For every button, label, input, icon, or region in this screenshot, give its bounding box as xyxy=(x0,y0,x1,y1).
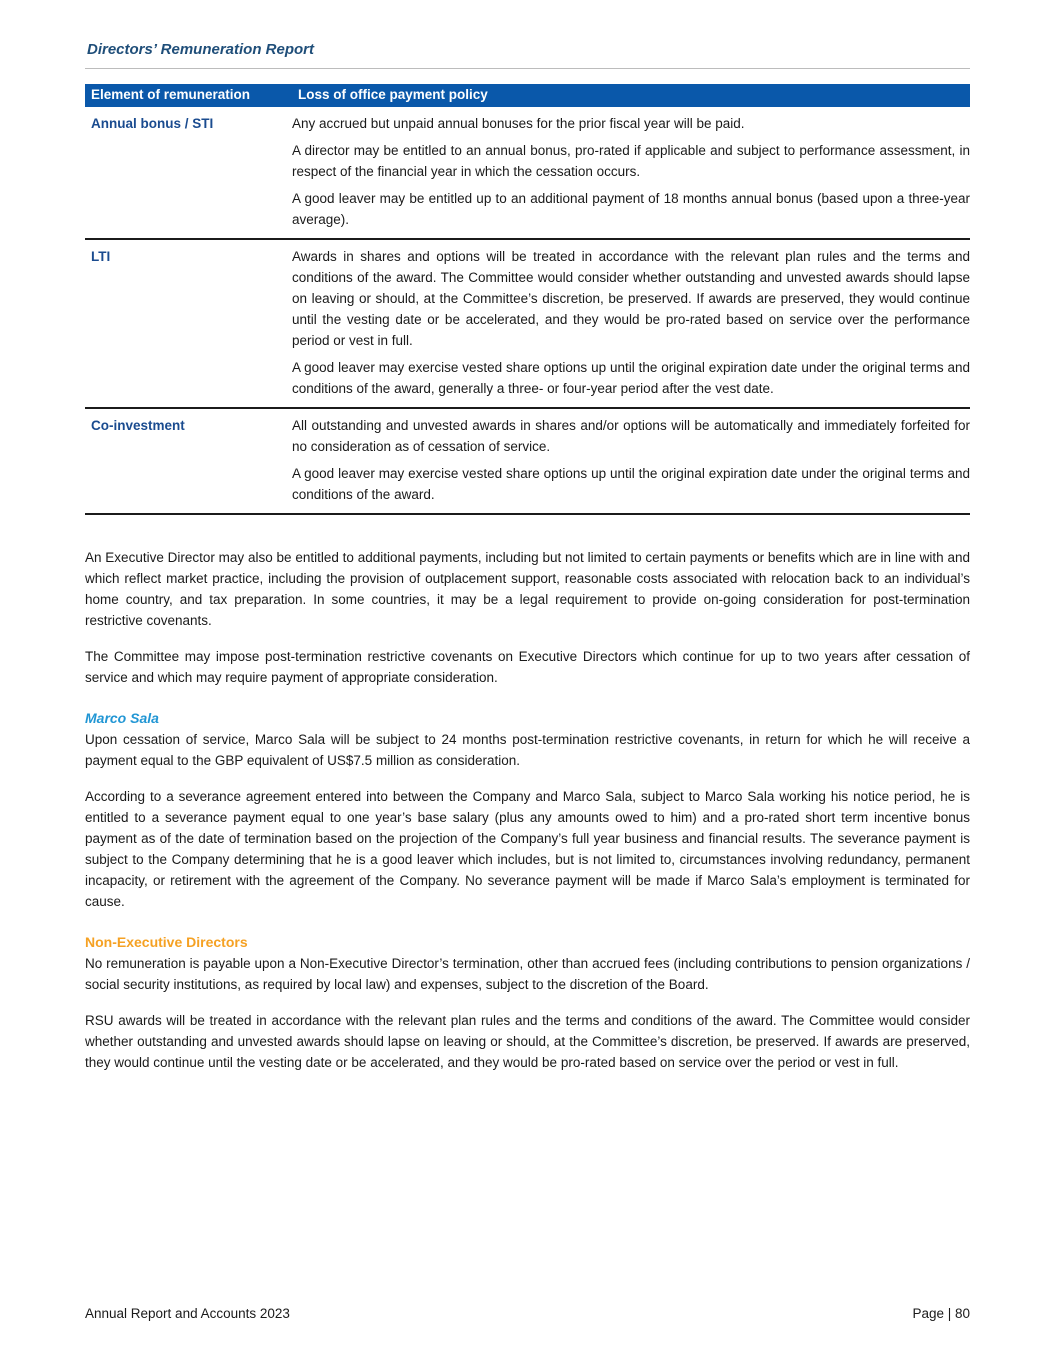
element-label: Co-investment xyxy=(85,408,292,514)
heading-marco-sala: Marco Sala xyxy=(85,710,159,726)
element-label: LTI xyxy=(85,239,292,408)
policy-cell xyxy=(292,408,970,514)
footer-page-number: Page | 80 xyxy=(912,1306,970,1321)
heading-non-executive-directors: Non-Executive Directors xyxy=(85,934,248,950)
policy-paragraph: A good leaver may exercise vested share options up until the original expiration date under the original terms and conditions of the award. xyxy=(292,466,970,502)
column-header-loss-of-office-payment-policy: Loss of office payment policy xyxy=(292,84,970,107)
table-row-co-investment xyxy=(85,408,970,514)
column-header-element-of-remuneration: Element of remuneration xyxy=(85,84,292,107)
policy-paragraph: All outstanding and unvested awards in shares and/or options will be automatically and immediately forfeited for no consideration as of cessation of service. xyxy=(292,418,970,454)
paragraph-additional-payments: An Executive Director may also be entitled to additional payments, including but not limited to certain payments or benefits which are in line with and which reflect market practice, including the provision of outplacement support, reasonable costs associated with relocation back to an individual’s home country, and tax preparation. In some countries, it may be a legal requirement to provide on-going consideration for post-termination restrictive covenants. xyxy=(85,550,970,628)
policy-paragraph: A good leaver may exercise vested share options up until the original expiration date under the original terms and conditions of the award, generally a three- or four-year period after the vest date. xyxy=(292,360,970,396)
paragraph-marco-sala-covenants: Upon cessation of service, Marco Sala will be subject to 24 months post-termination restrictive covenants, in return for which he will receive a payment equal to the GBP equivalent of US$7.5 million as consideration. xyxy=(85,732,970,768)
policy-paragraph: Awards in shares and options will be treated in accordance with the relevant plan rules and the terms and conditions of the award. The Committee would consider whether outstanding and unvested awards should lapse on leaving or should, at the Committee’s discretion, be preserved. If awards are preserved, they would continue until the vesting date or be accelerated, and they would be pro-rated based on service over the performance period or vest in full. xyxy=(292,249,970,348)
page-title: Directors’ Remuneration Report xyxy=(85,40,970,69)
table-header-row xyxy=(85,84,970,107)
table-row-lti xyxy=(85,239,970,408)
page-footer xyxy=(85,1303,970,1324)
element-label: Annual bonus / STI xyxy=(91,116,214,131)
policy-cell xyxy=(292,239,970,408)
table-row-annual-bonus-sti xyxy=(85,107,970,239)
policy-paragraph: A director may be entitled to an annual bonus, pro-rated if applicable and subject to performance assessment, in respect of the financial year in which the cessation occurs. xyxy=(292,143,970,179)
policy-paragraph: Any accrued but unpaid annual bonuses for the prior fiscal year will be paid. xyxy=(292,116,745,131)
paragraph-ned-rsu-awards: RSU awards will be treated in accordance with the relevant plan rules and the terms and conditions of the award. The Committee would consider whether outstanding and unvested awards should lapse on leaving or should, at the Committee’s discretion, be preserved. If awards are preserved, they would continue until the vesting date or be accelerated, and they would be pro-rated based on service over the period or vest in full. xyxy=(85,1013,970,1070)
paragraph-restrictive-covenants: The Committee may impose post-termination restrictive covenants on Executive Directors which continue for up to two years after cessation of service and which may require payment of appropriate consideration. xyxy=(85,649,970,685)
footer-report-title: Annual Report and Accounts 2023 xyxy=(85,1306,290,1321)
paragraph-ned-remuneration: No remuneration is payable upon a Non-Executive Director’s termination, other than accrued fees (including contributions to pension organizations / social security institutions, as required by local law) and expenses, subject to the discretion of the Board. xyxy=(85,956,970,992)
policy-cell xyxy=(292,107,970,239)
loss-of-office-policy-table xyxy=(85,84,970,515)
paragraph-marco-sala-severance: According to a severance agreement entered into between the Company and Marco Sala, subject to Marco Sala working his notice period, he is entitled to a severance payment equal to one year’s base salary (plus any amounts owed to him) and a pro-rated short term incentive bonus payment as of the date of termination based on the projection of the Company’s full year business and financial results. The severance payment is subject to the Company determining that he is a good leaver which includes, but is not limited to, circumstances involving redundancy, permanent incapacity, or retirement with the agreement of the Company. No severance payment will be made if Marco Sala’s employment is terminated for cause. xyxy=(85,789,970,909)
policy-paragraph: A good leaver may be entitled up to an additional payment of 18 months annual bonus (based upon a three-year average). xyxy=(292,191,970,227)
